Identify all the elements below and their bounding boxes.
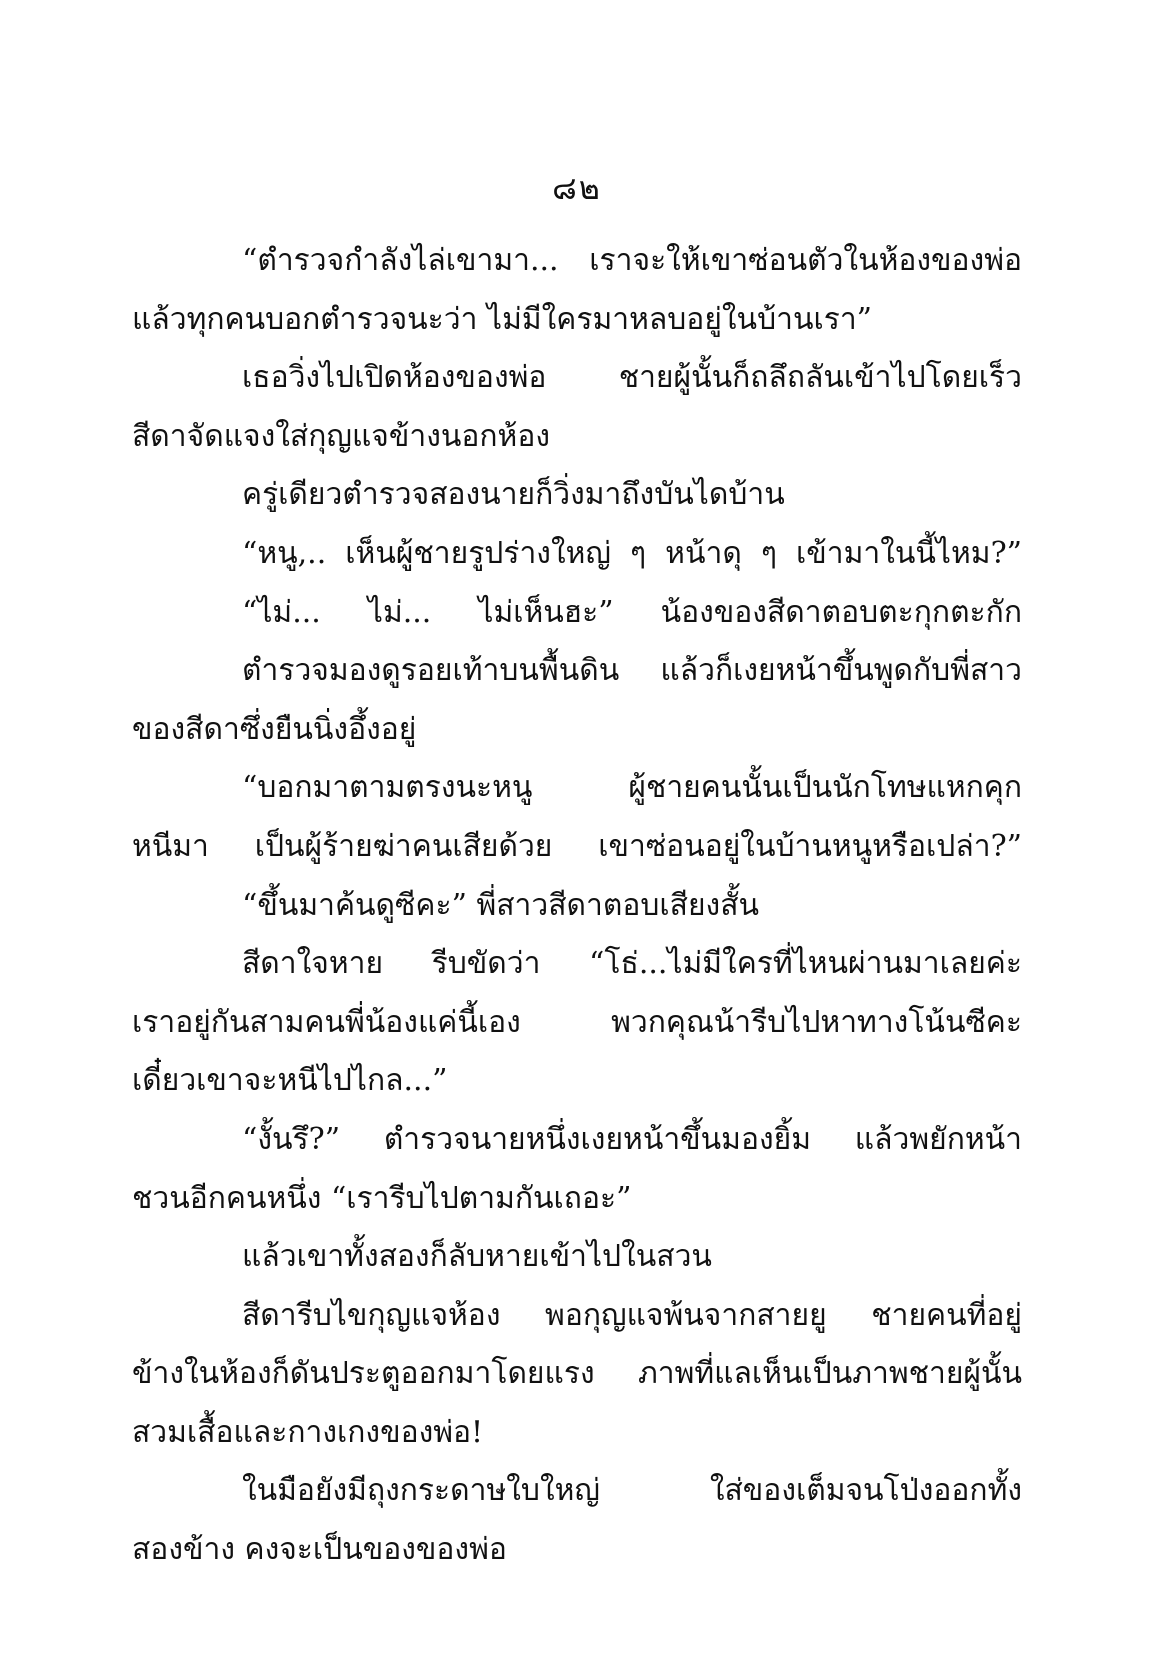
text-line: สวมเสื้อและกางเกงของพ่อ! (132, 1414, 484, 1450)
text-line: หนีมา เป็นผู้ร้ายฆ่าคนเสียด้วย เขาซ่อนอยู่ในบ้านหนูหรือเปล่า?” (132, 828, 1022, 864)
text-line: เธอวิ่งไปเปิดห้องของพ่อ ชายผู้นั้นก็ถลึถลันเข้าไปโดยเร็ว (242, 360, 1022, 396)
body-text (132, 232, 1022, 1580)
text-line: ของสีดาซึ่งยืนนิ่งอึ้งอยู่ (132, 711, 417, 747)
text-line: แล้วเขาทั้งสองก็ลับหายเข้าไปในสวน (242, 1239, 712, 1275)
text-line: สองข้าง คงจะเป็นของของพ่อ (132, 1532, 507, 1568)
text-line: แล้วทุกคนบอกตำรวจนะว่า ไม่มีใครมาหลบอยู่ในบ้านเรา” (132, 301, 873, 337)
text-line: “ไม่... ไม่... ไม่เห็นฮะ” น้องของสีดาตอบตะกุกตะกัก (242, 594, 1022, 630)
text-line: ข้างในห้องก็ดันประตูออกมาโดยแรง ภาพที่แลเห็นเป็นภาพชายผู้นั้น (132, 1356, 1022, 1392)
page-number: ๘๒ (552, 169, 602, 207)
text-line: ในมือยังมีถุงกระดาษใบใหญ่ ใส่ของเต็มจนโป่งออกทั้ง (242, 1473, 1022, 1509)
text-line: เราอยู่กันสามคนพี่น้องแค่นี้เอง พวกคุณน้ารีบไปหาทางโน้นซีคะ (132, 1004, 1022, 1040)
text-line: “งั้นรึ?” ตำรวจนายหนึ่งเงยหน้าขึ้นมองยิ้ม แล้วพยักหน้า (242, 1121, 1022, 1157)
text-line: “ขึ้นมาค้นดูซีคะ” พี่สาวสีดาตอบเสียงสั้น (242, 887, 760, 923)
text-line: ชวนอีกคนหนึ่ง “เรารีบไปตามกันเถอะ” (132, 1180, 632, 1216)
text-line: ตำรวจมองดูรอยเท้าบนพื้นดิน แล้วก็เงยหน้าขึ้นพูดกับพี่สาว (242, 653, 1022, 689)
text-line: สีดารีบไขกุญแจห้อง พอกุญแจพ้นจากสายยู ชายคนที่อยู่ (242, 1297, 1022, 1333)
text-line: เดี๋ยวเขาจะหนีไปไกล...” (132, 1063, 448, 1099)
text-line: สีดาจัดแจงใส่กุญแจข้างนอกห้อง (132, 418, 550, 454)
text-line: “บอกมาตามตรงนะหนู ผู้ชายคนนั้นเป็นนักโทษแหกคุก (242, 770, 1022, 806)
text-line: “ตำรวจกำลังไล่เขามา... เราจะให้เขาซ่อนตัวในห้องของพ่อ (242, 243, 1022, 278)
text-line: “หนู,.. เห็นผู้ชายรูปร่างใหญ่ ๆ หน้าดุ ๆ เข้ามาในนี้ไหม?” (242, 535, 1022, 571)
text-line: สีดาใจหาย รีบขัดว่า “โธ่...ไม่มีใครที่ไหนผ่านมาเลยค่ะ (242, 946, 1022, 982)
text-line: ครู่เดียวตำรวจสองนายก็วิ่งมาถึงบันไดบ้าน (242, 477, 785, 513)
